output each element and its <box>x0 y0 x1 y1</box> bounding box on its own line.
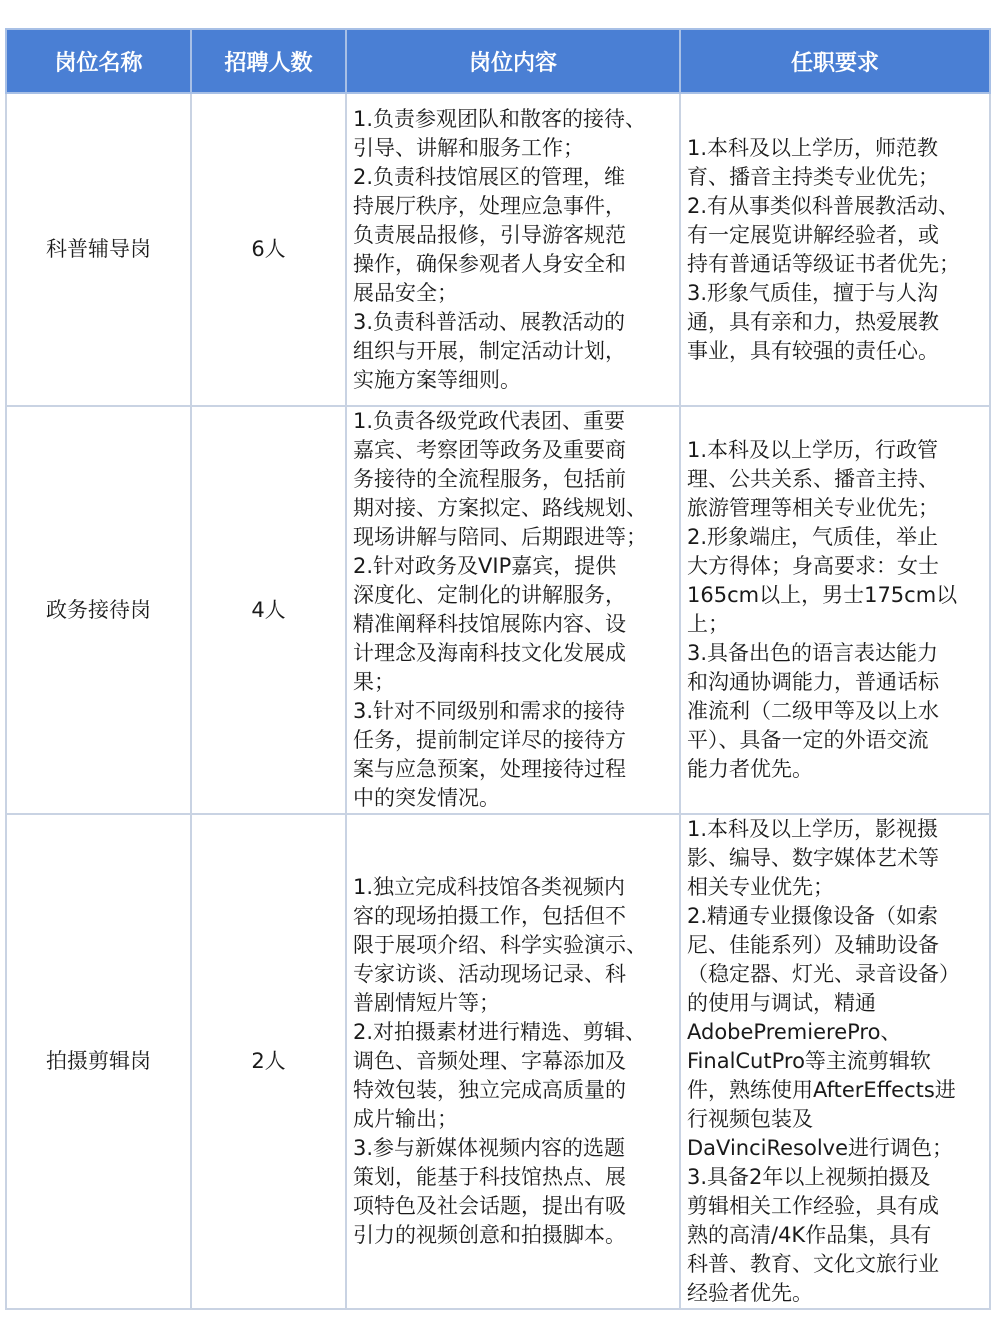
position-name-cell: 拍摄剪辑岗 <box>6 814 191 1309</box>
headcount-cell: 2人 <box>191 814 346 1309</box>
recruitment-table <box>5 28 991 1310</box>
position-name-cell: 科普辅导岗 <box>6 93 191 406</box>
header-requirements: 任职要求 <box>680 29 990 93</box>
header-row <box>6 29 990 93</box>
requirements-cell: 1.本科及以上学历，影视摄 影、编导、数字媒体艺术等 相关专业优先； 2.精通专业摄像设备（如索 尼、佳能系列）及辅助设备 （稳定器、灯光、录音设备） 的使用与调试，精通 AdobePremierePro、 FinalCutPro等主流剪辑软 件，熟练使用AfterEffects进 行视频包装及 DaVinciResolve进行调色； 3.具备2年以上视频拍摄及 剪辑相关工作经验，具有成 熟的高清/4K作品集，具有 科普、教育、文化文旅行业 经验者优先。 <box>680 814 990 1309</box>
requirements-cell: 1.本科及以上学历，师范教 育、播音主持类专业优先； 2.有从事类似科普展教活动、 有一定展览讲解经验者，或 持有普通话等级证书者优先； 3.形象气质佳，擅于与人沟 通，具有亲和力，热爱展教 事业，具有较强的责任心。 <box>680 93 990 406</box>
table-body <box>6 93 990 1309</box>
position-name-cell: 政务接待岗 <box>6 406 191 814</box>
table-row <box>6 93 990 406</box>
headcount-cell: 4人 <box>191 406 346 814</box>
job-duties-cell: 1.独立完成科技馆各类视频内 容的现场拍摄工作，包括但不 限于展项介绍、科学实验演示、 专家访谈、活动现场记录、科 普剧情短片等； 2.对拍摄素材进行精选、剪辑、 调色、音频处理、字幕添加及 特效包装，独立完成高质量的 成片输出； 3.参与新媒体视频内容的选题 策划，能基于科技馆热点、展 项特色及社会话题，提出有吸 引力的视频创意和拍摄脚本。 <box>346 814 680 1309</box>
headcount-cell: 6人 <box>191 93 346 406</box>
header-job-duties: 岗位内容 <box>346 29 680 93</box>
table-header <box>6 29 990 93</box>
header-position-name: 岗位名称 <box>6 29 191 93</box>
table-row <box>6 406 990 814</box>
requirements-cell: 1.本科及以上学历，行政管 理、公共关系、播音主持、 旅游管理等相关专业优先； 2.形象端庄，气质佳，举止 大方得体；身高要求：女士 165cm以上，男士175cm以 上； 3.具备出色的语言表达能力 和沟通协调能力，普通话标 准流利（二级甲等及以上水 平）、具备一定的外语交流 能力者优先。 <box>680 406 990 814</box>
job-duties-cell: 1.负责各级党政代表团、重要 嘉宾、考察团等政务及重要商 务接待的全流程服务，包括前 期对接、方案拟定、路线规划、 现场讲解与陪同、后期跟进等； 2.针对政务及VIP嘉宾，提供 深度化、定制化的讲解服务， 精准阐释科技馆展陈内容、设 计理念及海南科技文化发展成 果； 3.针对不同级别和需求的接待 任务，提前制定详尽的接待方 案与应急预案，处理接待过程 中的突发情况。 <box>346 406 680 814</box>
header-headcount: 招聘人数 <box>191 29 346 93</box>
table-row <box>6 814 990 1309</box>
job-duties-cell: 1.负责参观团队和散客的接待、 引导、讲解和服务工作； 2.负责科技馆展区的管理，维 持展厅秩序，处理应急事件， 负责展品报修，引导游客规范 操作，确保参观者人身安全和 展品安全； 3.负责科普活动、展教活动的 组织与开展，制定活动计划， 实施方案等细则。 <box>346 93 680 406</box>
